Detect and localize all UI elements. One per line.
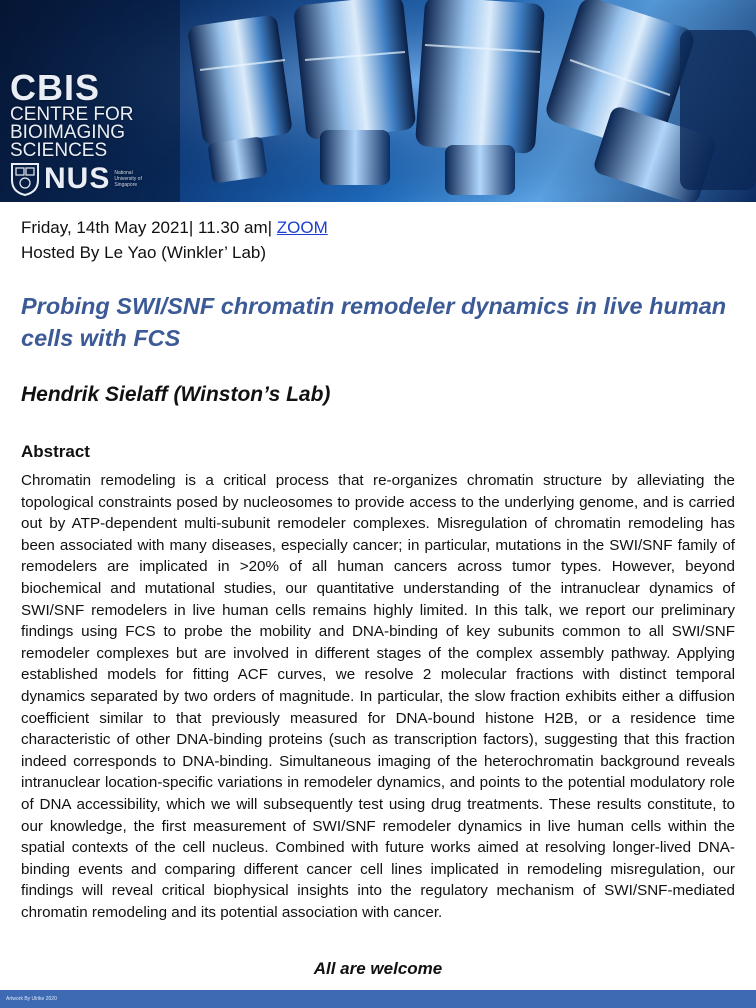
cbis-logo xyxy=(10,67,160,196)
event-host: Hosted By Le Yao (Winkler’ Lab) xyxy=(21,243,267,262)
footer-credit: Artwork By Ulrike 2020 xyxy=(6,996,57,1002)
logo-nus: NUS xyxy=(44,162,111,195)
header-banner xyxy=(0,0,756,202)
event-date-line xyxy=(21,216,735,240)
event-date-time: Friday, 14th May 2021| 11.30 am| xyxy=(21,218,277,237)
abstract-heading: Abstract xyxy=(21,442,90,461)
logo-line-2: BIOIMAGING xyxy=(10,122,126,143)
logo-line-3: SCIENCES xyxy=(10,140,108,161)
footer-bar xyxy=(0,990,756,1008)
welcome-note: All are welcome xyxy=(313,959,443,978)
logo-line-1: CENTRE FOR xyxy=(10,104,134,125)
logo-acronym: CBIS xyxy=(10,67,101,108)
zoom-link[interactable]: ZOOM xyxy=(276,218,328,237)
logo-nus-subtitle: National University of Singapore xyxy=(114,170,142,188)
nus-crest-icon xyxy=(10,162,40,196)
abstract-text: Chromatin remodeling is a critical process that re-organizes chromatin structure by alleviating the topological constraints posed by nucleosomes to provide access to the underlying genome, and is carried out by ATP-dependent multi-subunit remodeler complexes. Misregulation of chromatin remodeling has been associated with many diseases, especially cancer; in particular, mutations in the SWI/SNF family of remodelers are implicated in >20% of all human cancers across tumor types. However, beyond biochemical and mutational studies, our quantitative understanding of the intranuclear dynamics of SWI/SNF remodelers in live human cells remains highly limited. In this talk, we report our preliminary findings using FCS to probe the mobility and DNA-binding of key subunits common to all SWI/SNF remodeler complexes but are involved in different stages of the complex assembly pathway. Applying established models for fitting ACF curves, we resolve 2 molecular fractions with distinct temporal dynamics separated by two orders of magnitude. In particular, the slow fraction exhibits either a diffusion coefficient similar to that previously measured for DNA-bound histone H2B, or a residence time characteristic of other DNA-binding proteins (such as transcription factors), suggesting that this fraction indeed corresponds to DNA-binding. Simultaneous imaging of the heterochromatin background reveals intranuclear location-specific variations in remodeler dynamics, and points to the potential modulatory role of DNA accessibility, which we will subsequently test using drug treatments. These results constitute, to our knowledge, the first measurement of SWI/SNF remodeler dynamics in live human cells within the spatial contexts of the cell nucleus. Combined with future works aimed at resolving longer-lived DNA-binding events and comparing different cancer cell lines implicated in remodeling misregulation, our findings will reveal critical biophysical insights into the regulatory mechanism of SWI/SNF-mediated chromatin remodeling and its potential association with cancer. xyxy=(21,472,735,921)
abstract-body xyxy=(21,470,735,923)
talk-title: Probing SWI/SNF chromatin remodeler dynamics in live human cells with FCS xyxy=(21,293,727,351)
speaker-name: Hendrik Sielaff (Winston’s Lab) xyxy=(21,383,331,406)
